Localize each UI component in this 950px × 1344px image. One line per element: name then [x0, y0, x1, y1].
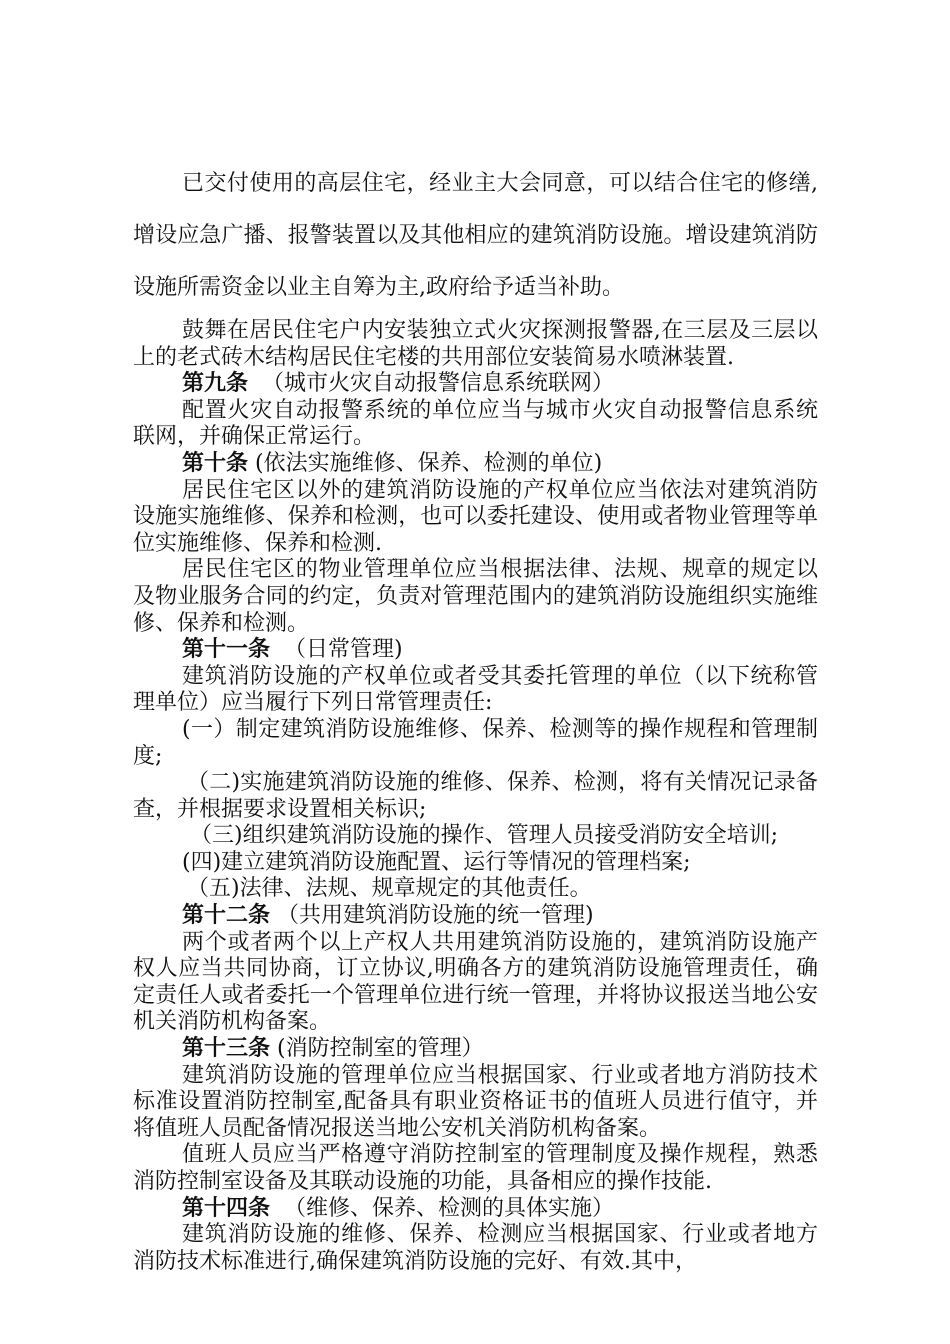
article-14-heading: [133, 1196, 818, 1223]
article-12-paragraph-1: 两个或者两个以上产权人共用建筑消防设施的，建筑消防设施产权人应当共同协商，订立协议,明确各方的建筑消防设施管理责任，确定责任人或者委托一个管理单位进行统一管理，并将协议报送当地公安机关消防机构备案。: [133, 929, 818, 1035]
article-10-subtitle: (依法实施维修、保养、检测的单位): [255, 450, 603, 476]
article-11-item-4: (四)建立建筑消防设施配置、运行等情况的管理档案;: [182, 849, 691, 875]
article-13-subtitle: (消防控制室的管理）: [277, 1036, 484, 1062]
article-12-subtitle: （共用建筑消防设施的统一管理): [277, 903, 594, 929]
article-9-paragraph-1: 配置火灾自动报警系统的单位应当与城市火灾自动报警信息系统联网，并确保正常运行。: [133, 397, 818, 450]
article-11-item-1: (一）制定建筑消防设施维修、保养、检测等的操作规程和管理制度;: [133, 716, 818, 769]
article-10-number: 第十条: [182, 450, 249, 476]
article-14-number: 第十四条: [182, 1195, 271, 1221]
article-11-subtitle: （日常管理): [284, 637, 403, 663]
article-13-paragraph-1: 建筑消防设施的管理单位应当根据国家、行业或者地方消防技术标准设置消防控制室,配备具有职业资格证书的值班人员进行值守，并将值班人员配备情况报送当地公安机关消防机构备案。: [133, 1062, 818, 1141]
article-11-heading: [133, 637, 818, 664]
article-12-heading: [133, 903, 818, 930]
article-10-paragraph-2: 居民住宅区的物业管理单位应当根据法律、法规、规章的规定以及物业服务合同的约定，负责对管理范围内的建筑消防设施组织实施维修、保养和检测。: [133, 557, 818, 636]
article-11-item-2: （二)实施建筑消防设施的维修、保养、检测，将有关情况记录备查，并根据要求设置相关标识;: [133, 770, 818, 822]
article-11-number: 第十一条: [182, 637, 271, 663]
article-14-paragraph-1: 建筑消防设施的维修、保养、检测应当根据国家、行业或者地方消防技术标准进行,确保建筑消防设施的完好、有效.其中，: [133, 1222, 818, 1274]
article-9-number: 第九条: [182, 371, 249, 397]
article-11-paragraph-1: 建筑消防设施的产权单位或者受其委托管理的单位（以下统称管理单位）应当履行下列日常管理责任:: [133, 663, 818, 716]
paragraph-renovation-facilities: 已交付使用的高层住宅，经业主大会同意，可以结合住宅的修缮,增设应急广播、报警装置以及其他相应的建筑消防设施。增设建筑消防设施所需资金以业主自筹为主,政府给予适当补助。: [133, 171, 818, 300]
article-11-item-5: （五)法律、法规、规章规定的其他责任。: [187, 876, 592, 902]
article-14-subtitle: （维修、保养、检测的具体实施）: [284, 1195, 615, 1221]
article-13-paragraph-2: 值班人员应当严格遵守消防控制室的管理制度及操作规程，熟悉消防控制室设备及其联动设施的功能，具备相应的操作技能.: [133, 1142, 818, 1194]
article-9-subtitle: （城市火灾自动报警信息系统联网）: [262, 371, 615, 397]
article-12-number: 第十二条: [182, 903, 271, 929]
article-13-number: 第十三条: [182, 1036, 271, 1062]
article-11-item-3: （三)组织建筑消防设施的操作、管理人员接受消防安全培训;: [190, 823, 778, 849]
article-10-heading: [133, 451, 818, 478]
paragraph-smoke-detector-encouragement: 鼓舞在居民住宅户内安装独立式火灾探测报警器,在三层及三层以上的老式砖木结构居民住宅楼的共用部位安装简易水喷淋装置.: [133, 318, 818, 370]
article-9-heading: [133, 371, 818, 398]
document-body: [133, 158, 818, 1275]
article-13-heading: [133, 1036, 818, 1063]
article-10-paragraph-1: 居民住宅区以外的建筑消防设施的产权单位应当依法对建筑消防设施实施维修、保养和检测，也可以委托建设、使用或者物业管理等单位实施维修、保养和检测.: [133, 477, 818, 556]
